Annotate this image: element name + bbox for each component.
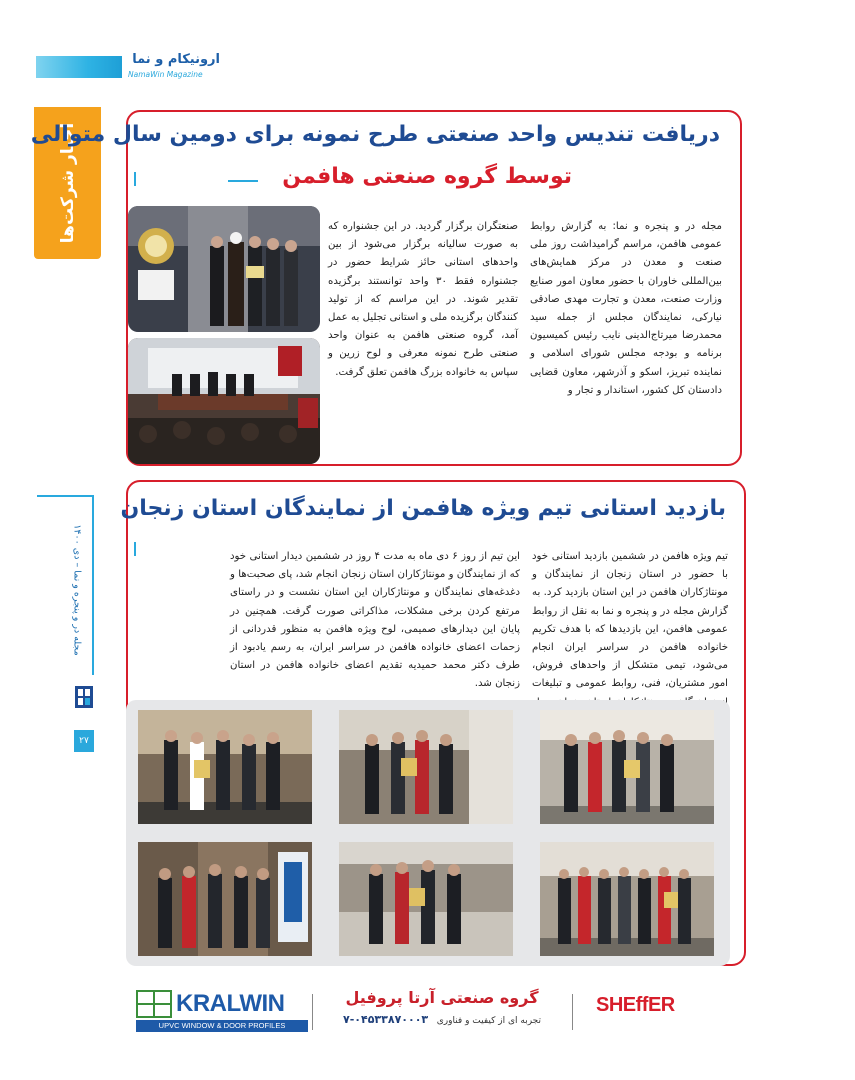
award-ceremony-photo [128, 206, 320, 332]
gallery-photo-4 [138, 842, 312, 956]
magazine-logo-title: ارونیکام و نما [132, 52, 220, 67]
kralwin-window-icon [136, 990, 172, 1018]
ad-separator [572, 994, 573, 1030]
article2-title: بازدید استانی تیم ویژه هافمن از نمایندگان استان زنجان [120, 496, 726, 521]
gallery-photo-5 [339, 842, 513, 956]
gallery-photo-6 [540, 842, 714, 956]
article2-column-right: تیم ویژه هافمن در ششمین بازدید استانی خود با حضور در استان زنجان از نمایندگان و مونتاژکاران هافمن در این استان بازدید کرد. به گزارش مجله در و پنجره و نما به نقل از روابط عمومی هافمن، این بازدیدها که با هدف تکریم خانواده هافمن در سراسر ایران انجام می‌شود، تیمی متشکل از واحدهای فروش، امور مشتریان، فنی، روابط عمومی و تبلیغات [532, 551, 728, 690]
sheffer-wordmark: SHEffER [596, 994, 675, 1016]
article1-column-right: مجله در و پنجره و نما: به گزارش روابط عمومی هافمن، مراسم گرامیداشت روز ملی صنعت و معدن در مرکز همایش‌های بین‌المللی خاوران با حضور معاون امور صنایع وزارت صنعت، معدن و تجارت مهدی صادقی نیارکی، نمایندگان مجلس از جمله سید محمدرضا میرتاج‌الدینی نایب رئیس کمیسیون برنامه و بودجه مجلس شورای اسلامی و نماینده تبریز، اسکو و آذرشهر، معاون قضایی دادستان کل کشور، استاندار و تجار و [530, 221, 722, 396]
company-name: گروه صنعتی آرتا پروفیل [345, 988, 539, 1007]
article2-column-left: این تیم از روز ۶ دی ماه به مدت ۴ روز در ششمین دیدار استانی خود که از نمایندگان و مونتاژکاران استان زنجان انجام شد، پای صحبت‌ها و دغدغه‌های نمایندگان و مونتاژکاران این استان نشست و در راستای مرتفع کردن برخی مشکلات، مذاکراتی صورت گرفت. همچنین در پایان این دیدارهای صمیمی، لوح ویژه هافمن به منظور قدردانی از زحمات اعضای خانواده هافمن در سراسر ایران، به رسم یادبود از طرف دکتر محمد حمیدیه تقدیم اعضای خانواده هافمن در استان زنجان شد. [230, 551, 520, 690]
magazine-logo[interactable] [126, 52, 246, 82]
issue-label-text: مجله در و پنجره و نما – دی ۱۴۰۰ [71, 524, 83, 656]
sheffer-logo [596, 994, 692, 1030]
company-phone: ۰۴۵۳۳۸۷۰۰۰۳-۷ [342, 1013, 429, 1026]
company-contact-line [322, 1013, 562, 1026]
article1-subtitle: توسط گروه صنعتی هافمن [282, 164, 572, 189]
arta-profile-block [322, 988, 562, 1036]
issue-label [66, 505, 88, 675]
side-ribbon-line [37, 495, 93, 497]
stage-ceremony-photo [128, 338, 320, 464]
title-accent-line [228, 180, 258, 182]
masthead-color-bar [36, 56, 122, 78]
kralwin-logo [136, 990, 308, 1032]
window-profile-icon [73, 684, 95, 710]
gallery-photo-1 [138, 710, 312, 824]
gallery-photo-3 [540, 710, 714, 824]
ad-separator [312, 994, 313, 1030]
kralwin-wordmark: KRALWIN [176, 990, 285, 1017]
company-tagline: تجربه ای از کیفیت و فناوری [436, 1016, 541, 1026]
gallery-photo-2 [339, 710, 513, 824]
title-accent-tick [134, 542, 136, 556]
side-ribbon-vertical-line [92, 495, 94, 675]
section-tab-label: اخبار شرکت‌ها [57, 122, 78, 244]
article1-title: دریافت تندیس واحد صنعتی طرح نمونه برای دومین سال متوالی [30, 122, 720, 147]
kralwin-tagline: UPVC WINDOW & DOOR PROFILES [136, 1020, 308, 1032]
title-accent-tick [134, 172, 136, 186]
visit-photo-gallery [126, 700, 730, 966]
footer-advertisement[interactable] [126, 988, 726, 1036]
magazine-logo-subtitle: NamaWin Magazine [128, 70, 203, 79]
page-number: ۲۷ [74, 730, 94, 752]
article1-column-left: صنعتگران برگزار گردید. در این جشنواره که به صورت سالیانه برگزار می‌شود از بین واحدهای استانی حائز شرایط حضور در جشنواره فقط ۳۰ واحد توانستند برگزیده تقدیر شوند. در این مراسم که از تولید کنندگان برگزیده ملی و استانی تجلیل به عمل آمد، گروه صنعتی هافمن به عنوان واحد صنعتی طرح نمونه معرفی و لوح زرین و سپاس به خانواده بزرگ هافمن تعلق گرفت. [328, 221, 518, 378]
